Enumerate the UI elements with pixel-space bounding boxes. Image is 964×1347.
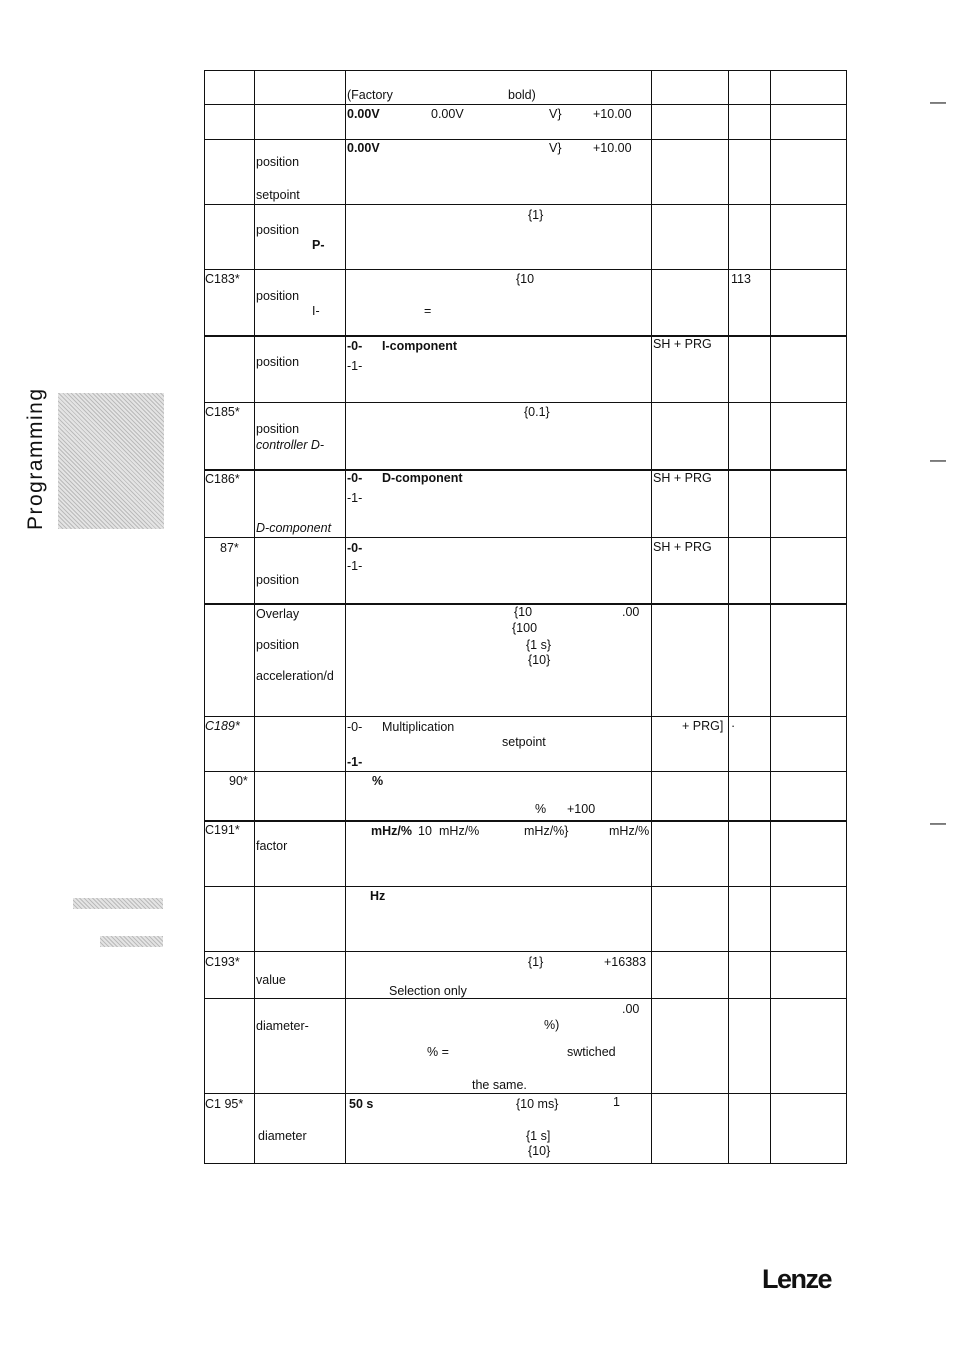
- r3-name-line1: position: [256, 223, 300, 237]
- r8-option0-code: -0-: [347, 541, 363, 555]
- r16-step-end: 1: [613, 1095, 620, 1109]
- r11-percent-a: %: [372, 774, 384, 788]
- edge-mark-top: —: [930, 94, 946, 111]
- r11-percent-b: %: [535, 802, 547, 816]
- lenze-logo: Lenze: [762, 1264, 832, 1294]
- r8-code: 87*: [220, 541, 239, 555]
- r9-value3: {1 s}: [526, 638, 552, 652]
- r12-unit2: mHz/%: [439, 824, 480, 838]
- r5-name: position: [256, 355, 300, 369]
- header-factory-note-end: bold): [508, 88, 536, 102]
- r11-percent-max: +100: [567, 802, 596, 816]
- r6-code: C185*: [205, 405, 240, 419]
- r4-name-line1: position: [256, 289, 300, 303]
- r4-lcd: 113: [731, 272, 751, 286]
- r7-access: SH + PRG: [653, 471, 712, 485]
- r16-name: diameter: [258, 1129, 307, 1143]
- r15-name: diameter-: [256, 1019, 309, 1033]
- r15-percent-equals: % =: [427, 1045, 449, 1059]
- r15-switched: swtiched: [567, 1045, 616, 1059]
- r8-access: SH + PRG: [653, 540, 712, 554]
- r15-percent-close: %): [544, 1018, 560, 1032]
- r1-range-min: 0.00V: [431, 107, 464, 121]
- r10-option0-label: Multiplication: [382, 720, 455, 734]
- r13-unit: Hz: [370, 889, 386, 903]
- r6-name-line1: position: [256, 422, 300, 436]
- r9-value4: {10}: [528, 653, 551, 667]
- r1-range-default: 0.00V: [347, 107, 380, 121]
- r14-note: Selection only: [389, 984, 467, 998]
- r7-option1-code: -1-: [347, 491, 363, 505]
- r2-name-line1: position: [256, 155, 300, 169]
- r9-name-line3: acceleration/d: [256, 669, 334, 683]
- r16-default: 50 s: [349, 1097, 374, 1111]
- r12-unit1: mHz/%: [371, 824, 412, 838]
- r5-option0-code: -0-: [347, 339, 363, 353]
- header-factory-note: (Factory: [347, 88, 393, 102]
- r8-option1-code: -1-: [347, 559, 363, 573]
- r5-option1-code: -1-: [347, 359, 363, 373]
- r9-value1: {10: [514, 605, 533, 619]
- r10-option1-code: -1-: [347, 755, 363, 769]
- r10-access: + PRG]: [682, 719, 724, 733]
- r12-unit4: mHz/%: [609, 824, 650, 838]
- r12-unit3: mHz/%}: [524, 824, 569, 838]
- r6-name-line2: controller D-: [256, 438, 325, 452]
- r2-range-unit: V}: [549, 141, 562, 155]
- r16-value3: {10}: [528, 1144, 551, 1158]
- r12-name: factor: [256, 839, 288, 853]
- r10-code: C189*: [205, 719, 240, 733]
- r7-code: C186*: [205, 472, 240, 486]
- r2-range-default: 0.00V: [347, 141, 380, 155]
- r10-dot: ·: [731, 719, 736, 733]
- r9-name-line2: position: [256, 638, 300, 652]
- r10-option0-sub: setpoint: [502, 735, 546, 749]
- r14-name: value: [256, 973, 286, 987]
- tab-marker-small-2: [100, 936, 163, 947]
- r1-range-unit: V}: [549, 107, 562, 121]
- r9-value2: {100: [512, 621, 538, 635]
- r12-unit2-num: 10: [418, 824, 432, 838]
- r2-name-line2: setpoint: [256, 188, 300, 202]
- r2-range-max: +10.00: [593, 141, 632, 155]
- r3-step: {1}: [528, 208, 544, 222]
- r9-name-line1: Overlay: [256, 607, 300, 621]
- r16-value2: {1 s]: [526, 1129, 551, 1143]
- r8-name: position: [256, 573, 300, 587]
- r4-code: C183*: [205, 272, 240, 286]
- r5-option0-label: I-component: [382, 339, 457, 353]
- r5-access: SH + PRG: [653, 337, 712, 351]
- r14-step: {1}: [528, 955, 544, 969]
- r10-option0-code: -0-: [347, 720, 363, 734]
- r12-code: C191*: [205, 823, 240, 837]
- r7-option0-code: -0-: [347, 471, 363, 485]
- r14-max: +16383: [604, 955, 647, 969]
- edge-mark-bottom: —: [930, 815, 946, 832]
- r11-code: 90*: [229, 774, 248, 788]
- section-title-programming: Programming: [24, 387, 47, 530]
- edge-mark-middle: —: [930, 452, 946, 469]
- tab-marker-small-1: [73, 898, 163, 909]
- r4-name-line2: I-: [312, 304, 320, 318]
- r6-step: {0.1}: [524, 405, 550, 419]
- r7-option0-label: D-component: [382, 471, 463, 485]
- section-tab-marker: [58, 393, 164, 529]
- r4-step: {10: [516, 272, 535, 286]
- r1-range-max: +10.00: [593, 107, 632, 121]
- r16-code: C1 95*: [205, 1097, 244, 1111]
- r15-same: the same.: [472, 1078, 527, 1092]
- r3-name-line2: P-: [312, 238, 325, 252]
- r9-value1-end: .00: [622, 605, 640, 619]
- r16-step: {10 ms}: [516, 1097, 559, 1111]
- r15-value-end: .00: [622, 1002, 640, 1016]
- r7-name: D-component: [256, 521, 332, 535]
- r4-equals: =: [424, 304, 432, 318]
- r14-code: C193*: [205, 955, 240, 969]
